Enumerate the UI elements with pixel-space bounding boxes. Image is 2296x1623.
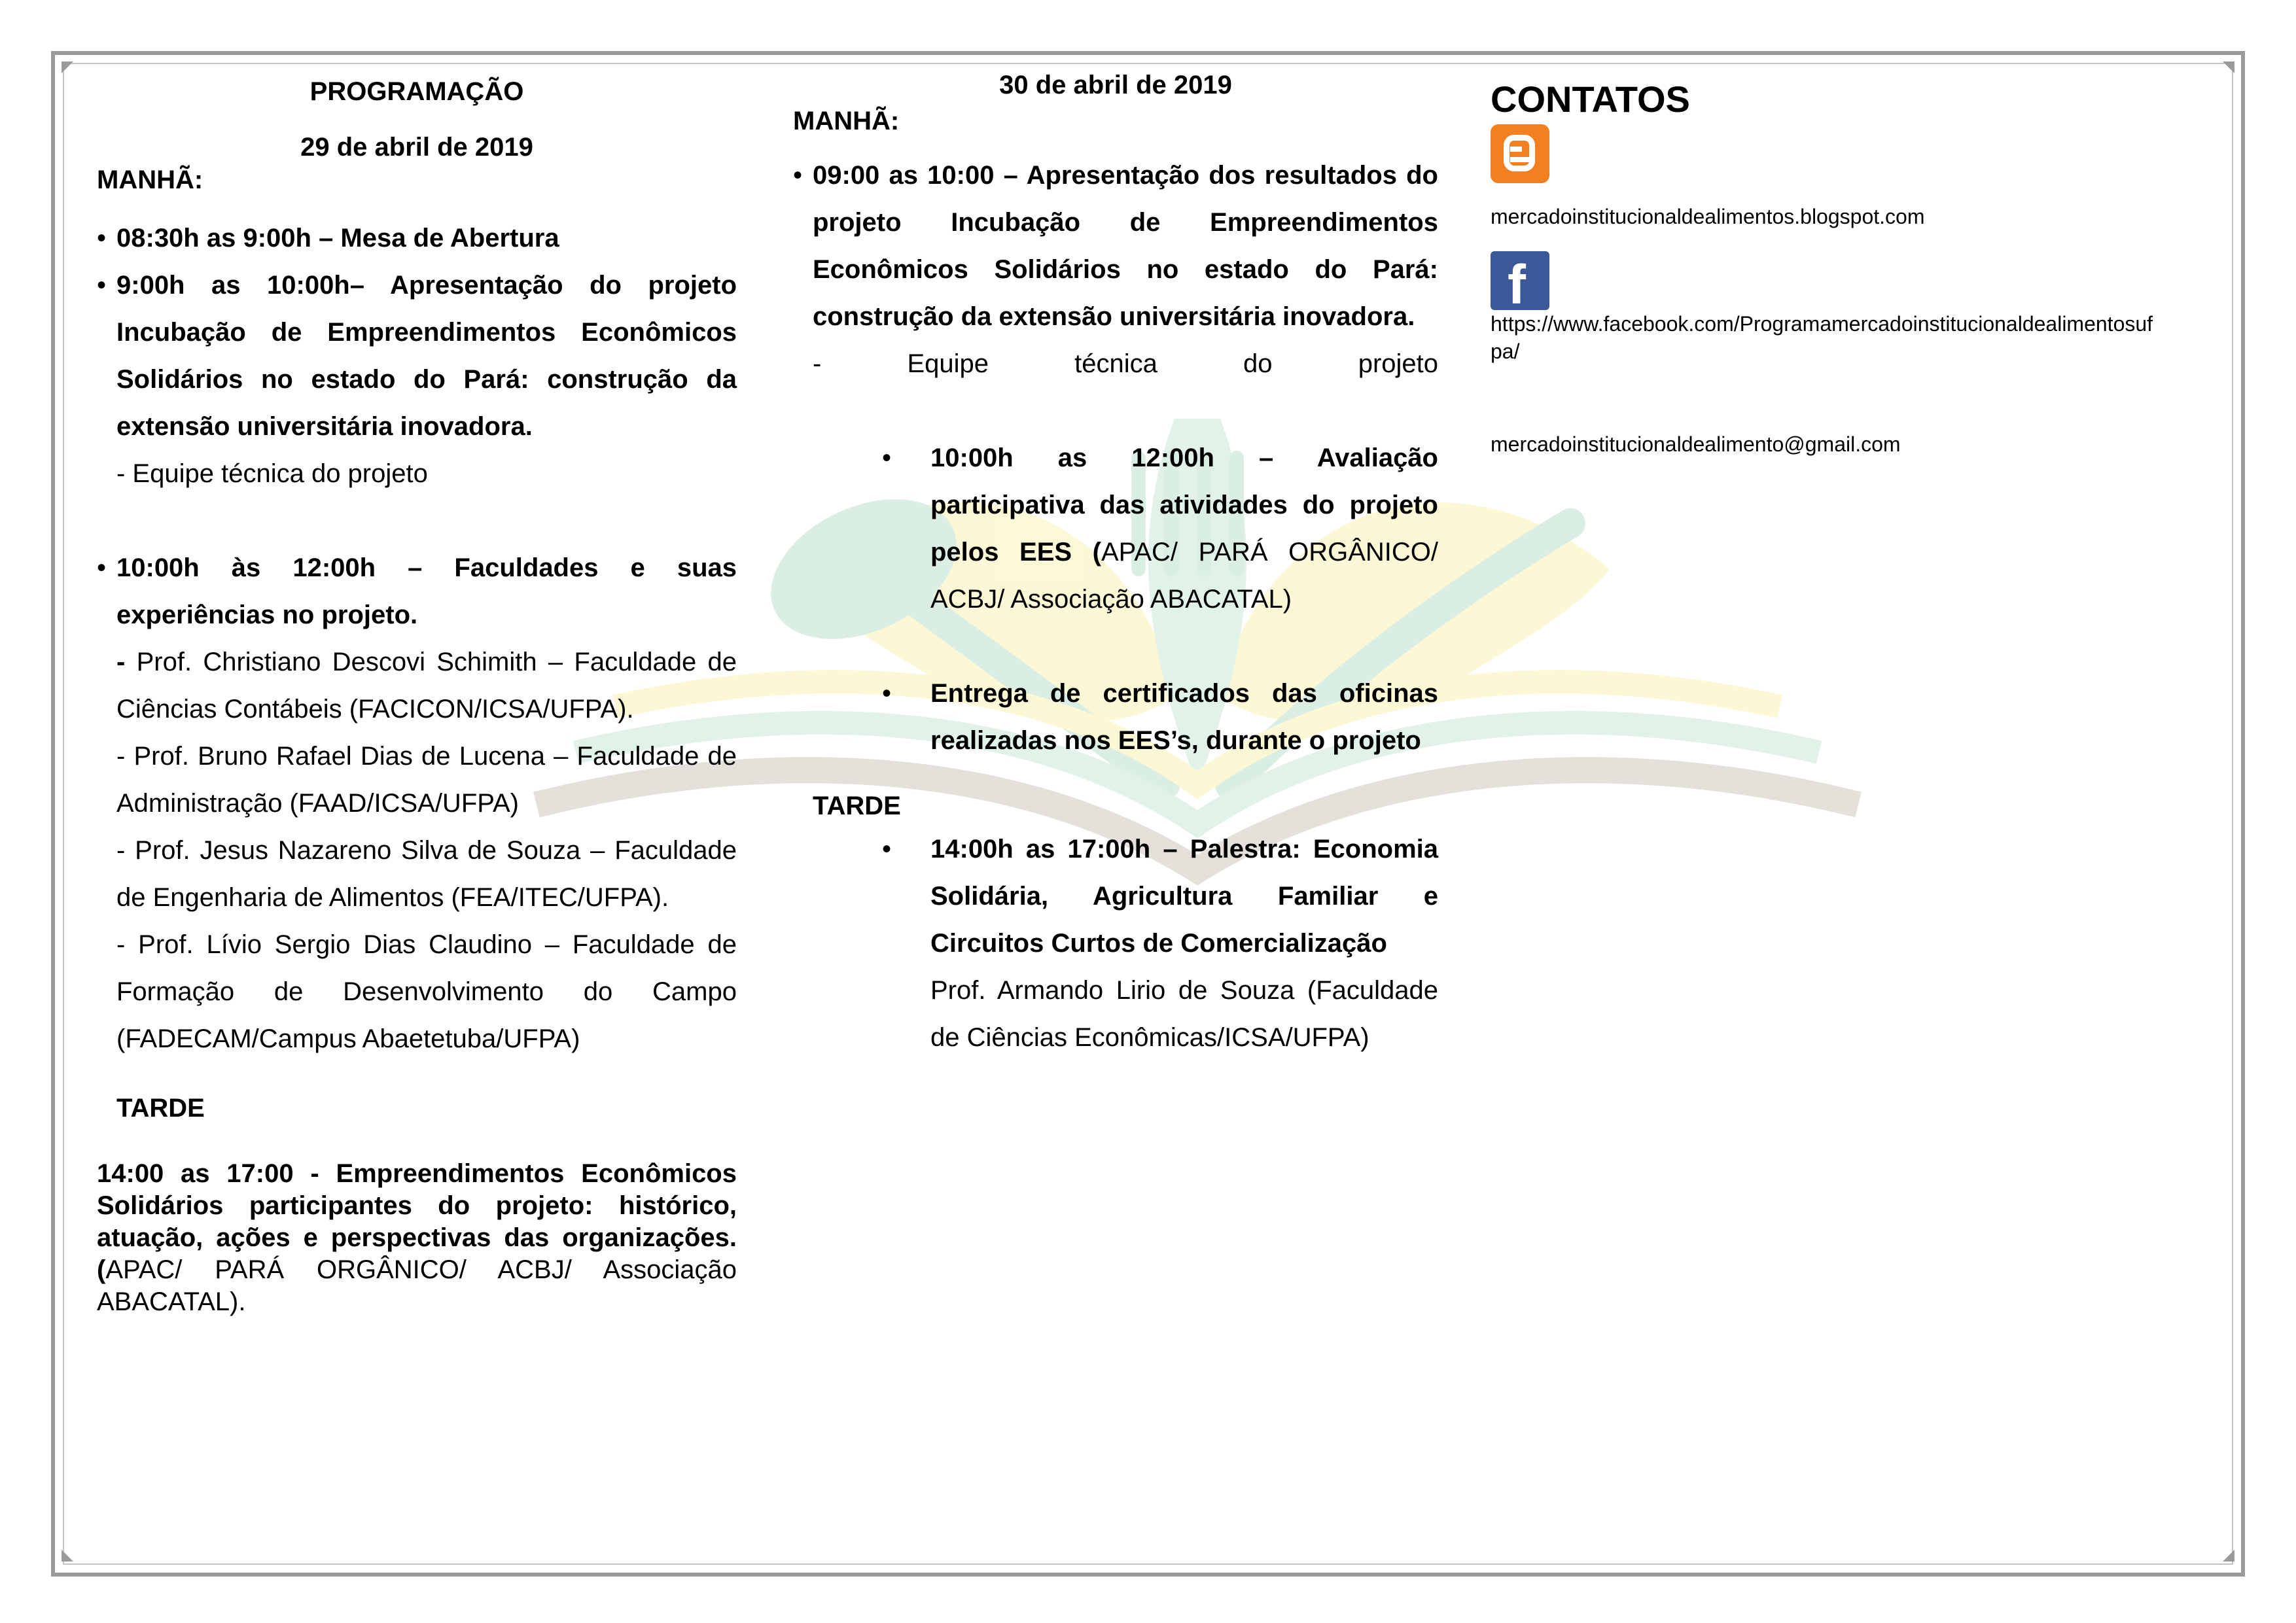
spacer	[97, 1132, 737, 1158]
day2-item-certificates: • Entrega de certificados das oficinas realizadas nos EES’s, durante o projeto	[930, 670, 1438, 764]
frame-corner-bottom-left	[62, 1550, 73, 1562]
panel-programacao	[97, 71, 737, 1318]
spacer	[1491, 230, 2158, 251]
facebook-icon[interactable]: f	[1491, 251, 1549, 310]
panel-day2	[793, 65, 1438, 1061]
day1-item-opening: • 08:30h as 9:00h – Mesa de Abertura	[97, 215, 737, 262]
frame-corner-bottom-right	[2223, 1550, 2234, 1562]
day1-morning-label: MANHÃ:	[97, 166, 203, 194]
day2-item-lecture-speaker: Prof. Armando Lirio de Souza (Faculdade de Ciências Econômicas/ICSA/UFPA)	[930, 976, 1438, 1052]
blogger-icon[interactable]	[1491, 124, 1549, 183]
email-link[interactable]: mercadoinstitucionaldealimento@gmail.com	[1491, 432, 1901, 456]
day2-item-evaluation: • 10:00h as 12:00h – Avaliação participativa das atividades do projeto pelos EES (APAC/ PARÁ ORGÂNICO/ ACBJ/ Associação ABACATAL)	[930, 434, 1438, 623]
day1-afternoon-item: 14:00 as 17:00 - Empreendimentos Econômicos Solidários participantes do projeto: histórico, atuação, ações e perspectivas das organizações. (APAC/ PARÁ ORGÂNICO/ ACBJ/ Associação ABACATAL).	[97, 1159, 737, 1316]
day1-item-presentation-note: - Equipe técnica do projeto	[116, 459, 428, 488]
speaker-item-4: - Prof. Lívio Sergio Dias Claudino – Faculdade de Formação de Desenvolvimento do Campo (FADECAM/Campus Abaetetuba/UFPA)	[116, 930, 737, 1053]
day2-item-results-note: - Equipe técnica do projeto	[813, 349, 1438, 378]
frame-corner-top-right	[2223, 61, 2234, 73]
day1-item-faculties: • 10:00h às 12:00h – Faculdades e suas experiências no projeto.	[97, 544, 737, 638]
spacer	[793, 387, 1438, 434]
spacer	[793, 764, 1438, 786]
spacer	[930, 623, 1438, 670]
day1-afternoon-label: TARDE	[116, 1094, 205, 1123]
spacer	[97, 1062, 737, 1085]
day2-item-results: • 09:00 as 10:00 – Apresentação dos resultados do projeto Incubação de Empreendimentos Econômicos Solidários no estado do Pará: construção da extensão universitária inovadora.	[793, 152, 1438, 340]
day2-morning-label: MANHÃ:	[793, 107, 900, 135]
contatos-heading: CONTATOS	[1491, 79, 1690, 120]
day2-item-lecture: • 14:00h as 17:00h – Palestra: Economia Solidária, Agricultura Familiar e Circuitos Curtos de Comercialização	[930, 826, 1438, 967]
spacer	[1491, 183, 2158, 203]
day1-item-presentation: • 9:00h as 10:00h– Apresentação do projeto Incubação de Empreendimentos Econômicos Solidários no estado do Pará: construção da extensão universitária inovadora.	[97, 262, 737, 450]
day2-date: 30 de abril de 2019	[999, 71, 1232, 99]
speaker-item-3: - Prof. Jesus Nazareno Silva de Souza – Faculdade de Engenharia de Alimentos (FEA/ITEC/UFPA).	[116, 836, 737, 912]
spacer	[97, 497, 737, 544]
frame-corner-top-left	[62, 61, 73, 73]
speaker-item-1: - Prof. Christiano Descovi Schimith – Faculdade de Ciências Contábeis (FACICON/ICSA/UFPA).	[116, 648, 737, 724]
blog-link[interactable]: mercadoinstitucionaldealimentos.blogspot.com	[1491, 205, 1925, 228]
spacer	[793, 137, 1438, 152]
day2-afternoon-label: TARDE	[813, 792, 901, 820]
day1-date: 29 de abril de 2019	[300, 133, 533, 162]
programacao-heading: PROGRAMAÇÃO	[309, 77, 524, 106]
spacer	[1491, 365, 2158, 430]
day1-speaker-list	[97, 638, 737, 1062]
facebook-link[interactable]: https://www.facebook.com/Programamercadoinstitucionaldealimentosufpa/	[1491, 312, 2153, 363]
spacer	[97, 196, 737, 215]
speaker-item-2: - Prof. Bruno Rafael Dias de Lucena – Faculdade de Administração (FAAD/ICSA/UFPA)	[116, 742, 737, 818]
panel-contatos	[1491, 71, 2158, 458]
